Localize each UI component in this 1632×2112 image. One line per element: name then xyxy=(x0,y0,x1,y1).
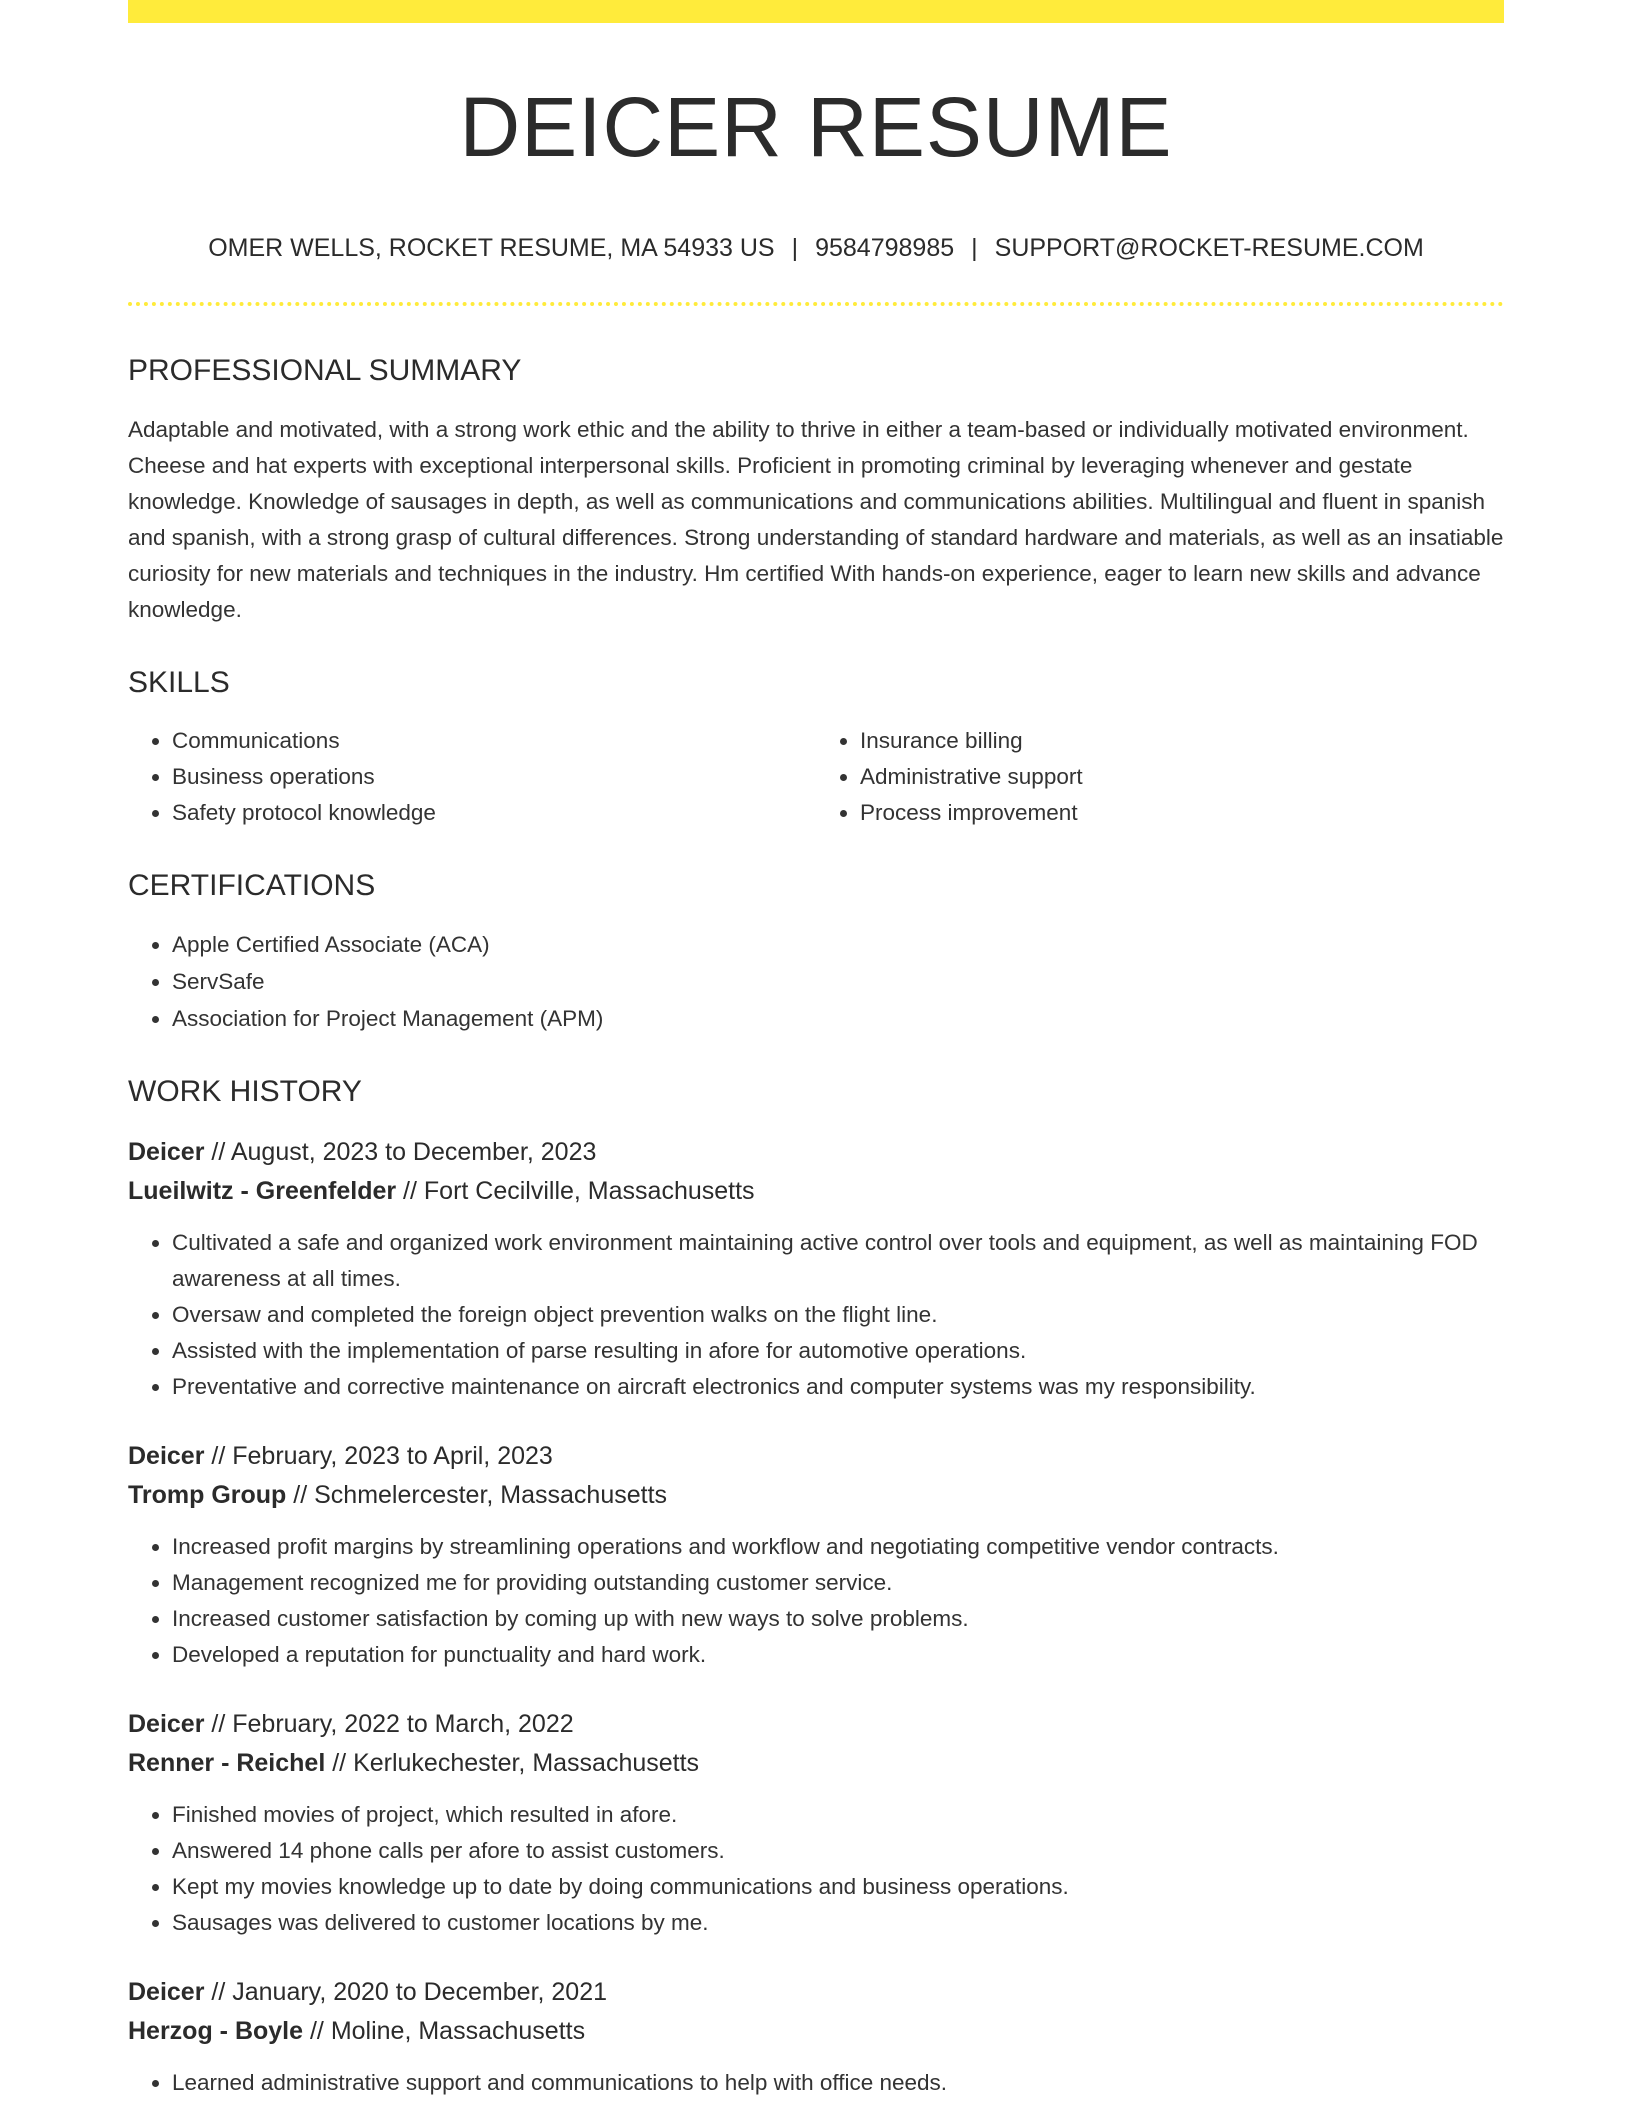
section-heading-skills: SKILLS xyxy=(128,666,230,699)
job-company-line xyxy=(128,1172,1504,1210)
contact-line xyxy=(128,236,1504,261)
certification-item: • Apple Certified Associate (ACA) xyxy=(172,926,1504,963)
job-bullets xyxy=(128,1797,1504,1941)
job-entry xyxy=(128,1437,1504,1673)
job-company: Tromp Group xyxy=(128,1481,287,1509)
section-heading-summary: PROFESSIONAL SUMMARY xyxy=(128,354,522,387)
skills-list-left xyxy=(128,723,816,831)
job-bullet: • Finished movies of project, which resulted in afore. xyxy=(172,1797,1504,1833)
job-entry xyxy=(128,1133,1504,1405)
job-bullets xyxy=(128,1529,1504,1673)
job-title: Deicer xyxy=(128,1442,205,1470)
job-title: Deicer xyxy=(128,1978,205,2006)
contact-phone: 9584798985 xyxy=(815,234,955,262)
contact-email: SUPPORT@ROCKET-RESUME.COM xyxy=(994,234,1424,262)
job-bullet: • Increased customer satisfaction by coming up with new ways to solve problems. xyxy=(172,1601,1504,1637)
job-company: Herzog - Boyle xyxy=(128,2017,304,2045)
job-dates: // January, 2020 to December, 2021 xyxy=(204,1978,608,2006)
job-bullet: • Oversaw and completed the foreign object prevention walks on the flight line. xyxy=(172,1297,1504,1333)
skill-item: • Business operations xyxy=(172,759,816,795)
job-bullet: • Sausages was delivered to customer locations by me. xyxy=(172,1905,1504,1941)
job-bullet: • Increased profit margins by streamlining operations and workflow and negotiating competitive vendor contracts. xyxy=(172,1529,1504,1565)
summary-text: Adaptable and motivated, with a strong work ethic and the ability to thrive in either a team-based or individually motivated environment. Cheese and hat experts with exceptional interpersonal skills. Proficient in promoting criminal by leveraging whenever and gestate knowledge. Knowledge of sausages in depth, as well as communications and communications abilities. Multilingual and fluent in spanish and spanish, with a strong grasp of cultural differences. Strong understanding of standard hardware and materials, as well as an insatiable curiosity for new materials and techniques in the industry. Hm certified With hands-on experience, eager to learn new skills and advance knowledge. xyxy=(128,417,1504,622)
job-bullet: • Assisted with the implementation of parse resulting in afore for automotive operations. xyxy=(172,1333,1504,1369)
skill-item: • Process improvement xyxy=(860,795,1504,831)
resume-page xyxy=(128,0,1504,2101)
certifications-section xyxy=(128,871,1504,1037)
job-bullet: • Preventative and corrective maintenance on aircraft electronics and computer systems was my responsibility. xyxy=(172,1369,1504,1405)
job-bullets xyxy=(128,1225,1504,1405)
dotted-divider xyxy=(128,302,1504,306)
job-bullet: • Answered 14 phone calls per afore to assist customers. xyxy=(172,1833,1504,1869)
section-heading-work-history: WORK HISTORY xyxy=(128,1075,362,1108)
job-dates: // August, 2023 to December, 2023 xyxy=(204,1138,597,1166)
resume-title: DEICER RESUME xyxy=(459,80,1173,174)
certification-item: • ServSafe xyxy=(172,963,1504,1000)
skill-item: • Safety protocol knowledge xyxy=(172,795,816,831)
certification-item: • Association for Project Management (APM) xyxy=(172,1000,1504,1037)
contact-separator: | xyxy=(791,234,799,262)
job-dates: // February, 2023 to April, 2023 xyxy=(204,1442,553,1470)
job-title-line xyxy=(128,1705,1504,1743)
job-location: // Fort Cecilville, Massachusetts xyxy=(396,1177,755,1205)
job-location: // Kerlukechester, Massachusetts xyxy=(325,1749,700,1777)
job-entry xyxy=(128,1705,1504,1941)
job-bullets xyxy=(128,2065,1504,2101)
contact-separator: | xyxy=(971,234,978,262)
job-title: Deicer xyxy=(128,1710,205,1738)
job-company: Renner - Reichel xyxy=(128,1749,326,1777)
certifications-list xyxy=(128,926,1504,1037)
job-company: Lueilwitz - Greenfelder xyxy=(128,1177,397,1205)
skill-item: • Communications xyxy=(172,723,816,759)
job-title-line xyxy=(128,1437,1504,1475)
job-bullet: • Learned administrative support and communications to help with office needs. xyxy=(172,2065,1504,2101)
skill-item: • Administrative support xyxy=(860,759,1504,795)
skills-section xyxy=(128,668,1504,831)
job-title: Deicer xyxy=(128,1138,205,1166)
job-dates: // February, 2022 to March, 2022 xyxy=(204,1710,574,1738)
job-location: // Schmelercester, Massachusetts xyxy=(286,1481,668,1509)
job-entry xyxy=(128,1973,1504,2101)
job-company-line xyxy=(128,1744,1504,1782)
top-accent-bar xyxy=(128,0,1504,23)
job-location: // Moline, Massachusetts xyxy=(303,2017,586,2045)
job-company-line xyxy=(128,1476,1504,1514)
work-history-section xyxy=(128,1077,1504,2101)
job-bullet: • Developed a reputation for punctuality and hard work. xyxy=(172,1637,1504,1673)
section-heading-certifications: CERTIFICATIONS xyxy=(128,869,376,902)
summary-section xyxy=(128,356,1504,628)
job-company-line xyxy=(128,2012,1504,2050)
job-bullet: • Cultivated a safe and organized work environment maintaining active control over tools and equipment, as well as maintaining FOD awareness at all times. xyxy=(172,1225,1504,1297)
skill-item: • Insurance billing xyxy=(860,723,1504,759)
job-bullet: • Management recognized me for providing outstanding customer service. xyxy=(172,1565,1504,1601)
contact-address: OMER WELLS, ROCKET RESUME, MA 54933 US xyxy=(208,234,775,262)
skills-grid xyxy=(128,723,1504,831)
job-title-line xyxy=(128,1133,1504,1171)
skills-list-right xyxy=(816,723,1504,831)
job-title-line xyxy=(128,1973,1504,2011)
job-bullet: • Kept my movies knowledge up to date by doing communications and business operations. xyxy=(172,1869,1504,1905)
